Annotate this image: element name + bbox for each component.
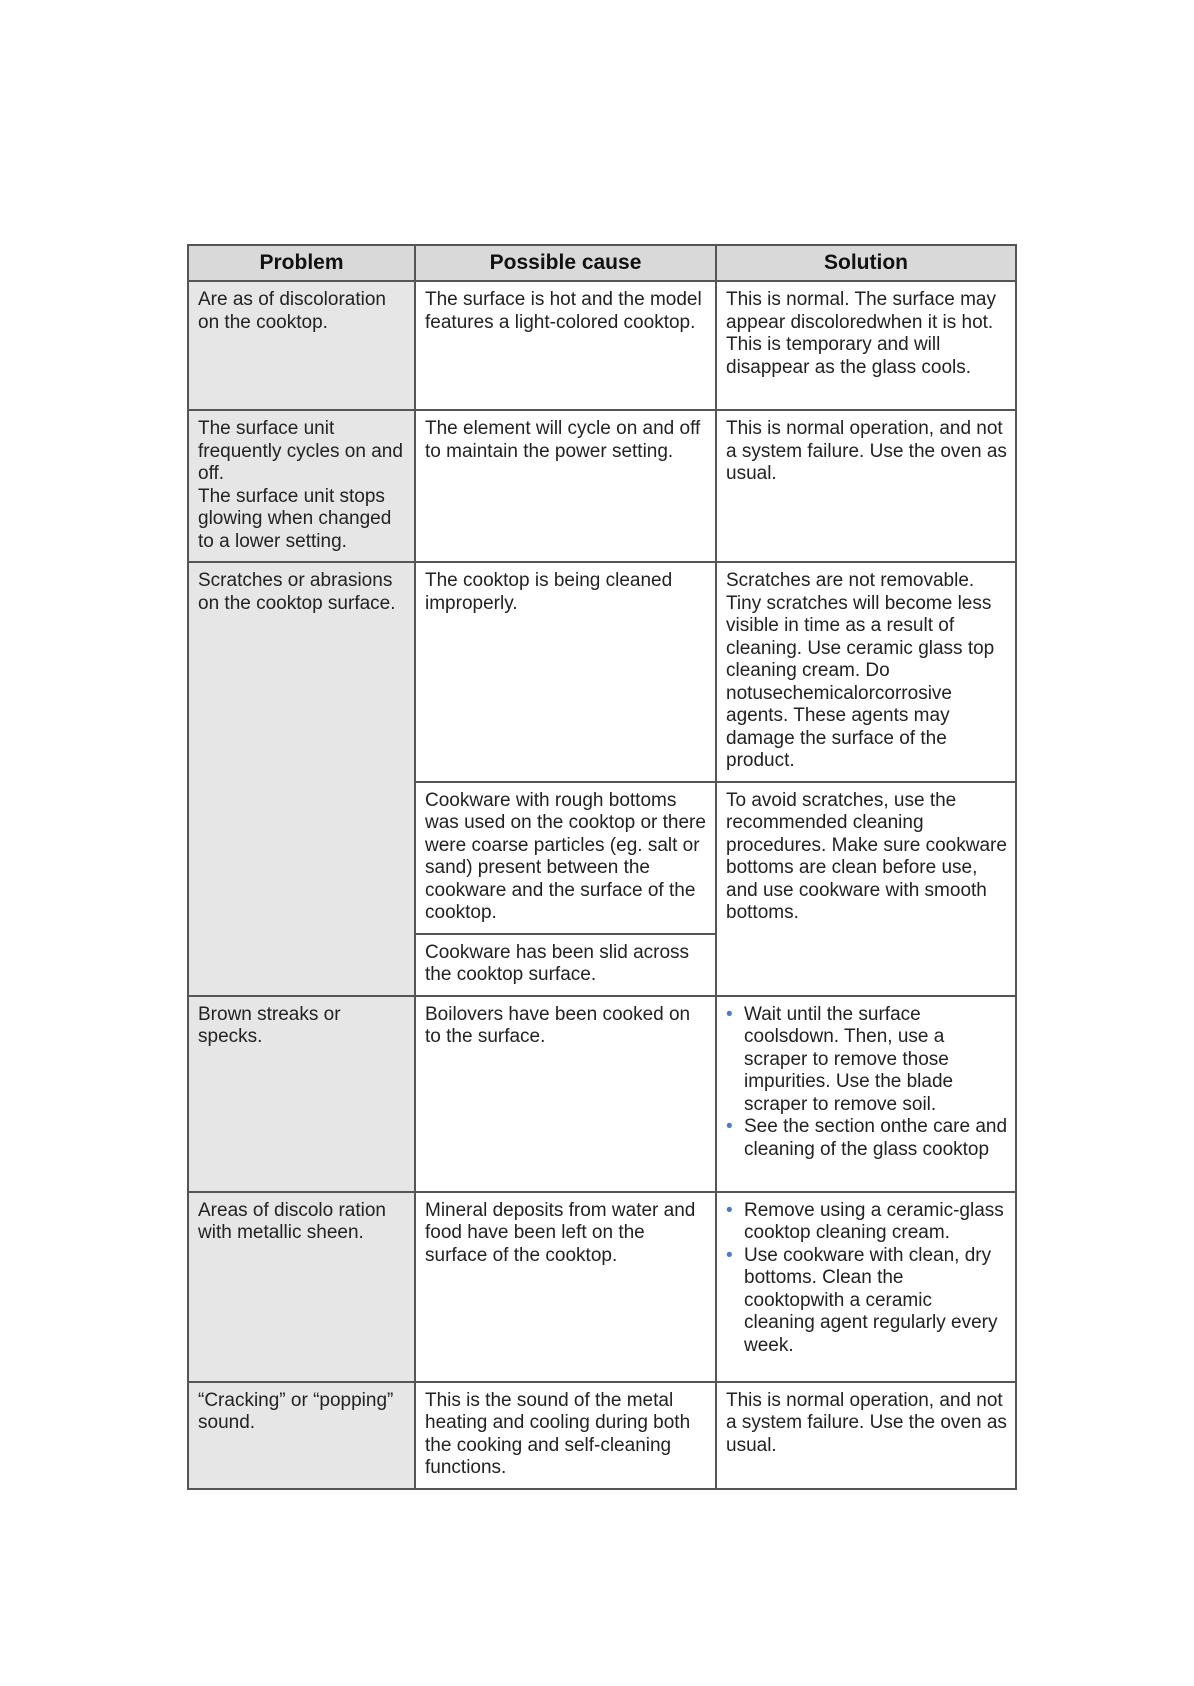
cause-cell: The element will cycle on and off to maintain the power setting.: [415, 410, 716, 562]
bullet-icon: •: [726, 1199, 733, 1221]
cause-cell: This is the sound of the metal heating and cooling during both the cooking and self-cleaning functions.: [415, 1382, 716, 1489]
problem-cell: Brown streaks or specks.: [188, 996, 415, 1192]
solution-bullet-list: [726, 1004, 1008, 1162]
problem-cell: [188, 410, 415, 562]
solution-cell: [716, 996, 1016, 1192]
problem-cell: Areas of discolo ration with metallic sheen.: [188, 1192, 415, 1382]
table-row: [188, 1192, 1016, 1382]
solution-bullet: [726, 1004, 1008, 1117]
bullet-icon: •: [726, 1003, 733, 1025]
table-row: [188, 562, 1016, 782]
bullet-text: Use cookware with clean, dry bottoms. Clean the cooktopwith a ceramic cleaning agent regularly every week.: [744, 1244, 998, 1356]
problem-cell: “Cracking” or “popping” sound.: [188, 1382, 415, 1489]
cause-cell: Boilovers have been cooked on to the surface.: [415, 996, 716, 1192]
solution-bullet: [726, 1200, 1008, 1245]
solution-cell: Scratches are not removable. Tiny scratches will become less visible in time as a result of cleaning. Use ceramic glass top cleaning cream. Do notusechemicalorcorrosive agents. These agents may damage the surface of the product.: [716, 562, 1016, 782]
cause-cell: Mineral deposits from water and food have been left on the surface of the cooktop.: [415, 1192, 716, 1382]
header-possible-cause: Possible cause: [415, 245, 716, 281]
problem-line: The surface unit frequently cycles on and off.: [198, 418, 403, 484]
solution-cell: This is normal. The surface may appear discoloredwhen it is hot. This is temporary and will disappear as the glass cools.: [716, 281, 1016, 410]
solution-cell: This is normal operation, and not a system failure. Use the oven as usual.: [716, 410, 1016, 562]
header-row: [188, 245, 1016, 281]
cause-cell: Cookware with rough bottoms was used on the cooktop or there were coarse particles (eg. salt or sand) present between the cookware and the surface of the cooktop.: [415, 782, 716, 934]
header-problem: Problem: [188, 245, 415, 281]
solution-bullet-list: [726, 1200, 1008, 1358]
bullet-icon: •: [726, 1244, 733, 1266]
bullet-icon: •: [726, 1116, 733, 1137]
bullet-text: Remove using a ceramic-glass cooktop cleaning cream.: [744, 1199, 1004, 1243]
header-solution: Solution: [716, 245, 1016, 281]
solution-bullet: [726, 1116, 1008, 1161]
solution-cell: [716, 1192, 1016, 1382]
solution-bullet: [726, 1245, 1008, 1358]
problem-cell: Scratches or abrasions on the cooktop surface.: [188, 562, 415, 996]
table-row: [188, 281, 1016, 410]
table-row: [188, 410, 1016, 562]
bullet-text: See the section onthe care and cleaning of the glass cooktop: [744, 1116, 1008, 1160]
cause-cell: The surface is hot and the model features a light-colored cooktop.: [415, 281, 716, 410]
table-row: [188, 996, 1016, 1192]
table-row: [188, 1382, 1016, 1489]
problem-line: The surface unit stops glowing when changed to a lower setting.: [198, 485, 392, 552]
problem-cell: Are as of discoloration on the cooktop.: [188, 281, 415, 410]
solution-cell: This is normal operation, and not a system failure. Use the oven as usual.: [716, 1382, 1016, 1489]
cause-cell: The cooktop is being cleaned improperly.: [415, 562, 716, 782]
bullet-text: Wait until the surface coolsdown. Then, use a scraper to remove those impurities. Use the blade scraper to remove soil.: [744, 1003, 954, 1115]
cause-cell: Cookware has been slid across the cooktop surface.: [415, 934, 716, 996]
troubleshooting-table: [187, 244, 1017, 1490]
solution-cell: To avoid scratches, use the recommended cleaning procedures. Make sure cookware bottoms are clean before use, and use cookware with smooth bottoms.: [716, 782, 1016, 996]
